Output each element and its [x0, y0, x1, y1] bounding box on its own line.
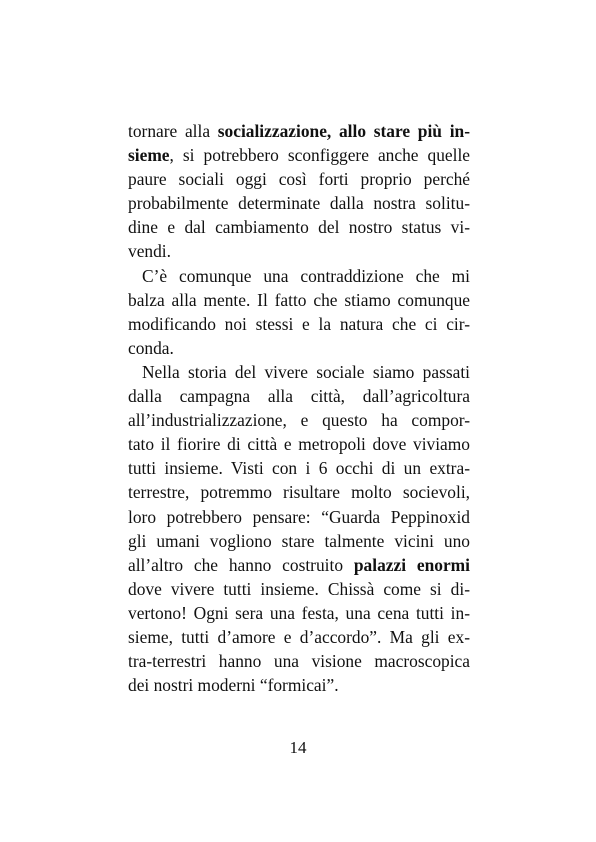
text-line: [128, 336, 470, 360]
page-number: 14: [289, 738, 307, 757]
text-run: dalla campagna alla città, dall’agricoltura: [128, 386, 470, 407]
text-run: dei nostri moderni “formicai”.: [128, 675, 339, 696]
text-line: [128, 312, 470, 336]
text-line: [128, 143, 470, 167]
text-line: [128, 360, 470, 384]
text-line: [128, 480, 470, 504]
text-line: [128, 215, 470, 239]
text-line: [128, 553, 470, 577]
text-line: [128, 408, 470, 432]
bold-text: socializzazione, allo stare più in-: [217, 121, 470, 141]
text-run: modificando noi stessi e la natura che ci cir-: [128, 313, 470, 334]
text-run: tra-terrestri hanno una visione macroscopica: [128, 651, 470, 672]
text-line: [128, 577, 470, 601]
text-run: , si potrebbero sconfiggere anche quelle: [169, 145, 470, 166]
text-run: loro potrebbero pensare: “Guarda Peppinoxid: [128, 506, 470, 527]
text-line: [128, 649, 470, 673]
text-line: [128, 601, 470, 625]
text-run: tato il fiorire di città e metropoli dove viviamo: [128, 434, 470, 455]
text-run: all’industrializzazione, e questo ha compor-: [128, 410, 470, 431]
text-run: vertono! Ogni sera una festa, una cena tutti in-: [128, 602, 470, 623]
text-run: terrestre, potremmo risultare molto socievoli,: [128, 482, 470, 503]
text-run: paure sociali oggi così forti proprio perché: [128, 169, 470, 190]
text-line: [128, 505, 470, 529]
text-run: sieme, tutti d’amore e d’accordo”. Ma gli ex-: [128, 626, 470, 647]
text-run: balza alla mente. Il fatto che stiamo comunque: [128, 289, 470, 310]
body-text: [128, 119, 470, 697]
text-run: Nella storia del vivere sociale siamo passati: [142, 361, 470, 382]
text-line: [128, 119, 470, 143]
text-run: dove vivere tutti insieme. Chissà come si di-: [128, 578, 470, 599]
text-run: conda.: [128, 337, 174, 358]
bold-text: palazzi enormi: [353, 554, 470, 575]
bold-text: sieme: [128, 145, 170, 166]
text-run: tutti insieme. Visti con i 6 occhi di un extra-: [128, 458, 470, 479]
text-line: [128, 673, 470, 697]
paragraph: [128, 119, 470, 264]
text-line: [128, 529, 470, 553]
text-line: [128, 167, 470, 191]
text-line: [128, 384, 470, 408]
text-line: [128, 625, 470, 649]
text-run: tornare alla: [128, 121, 218, 141]
text-line: [128, 432, 470, 456]
text-line: [128, 456, 470, 480]
text-run: dine e dal cambiamento del nostro status vi-: [128, 217, 470, 238]
text-run: C’è comunque una contraddizione che mi: [142, 265, 470, 286]
text-line: [128, 191, 470, 215]
text-run: gli umani vogliono stare talmente vicini uno: [128, 530, 470, 551]
paragraph: [128, 360, 470, 697]
text-run: vendi.: [128, 241, 171, 262]
text-line: [128, 264, 470, 288]
text-line: [128, 239, 470, 263]
paragraph: [128, 264, 470, 360]
text-run: all’altro che hanno costruito: [128, 554, 354, 575]
text-line: [128, 288, 470, 312]
text-run: probabilmente determinate dalla nostra solitu-: [128, 193, 470, 214]
